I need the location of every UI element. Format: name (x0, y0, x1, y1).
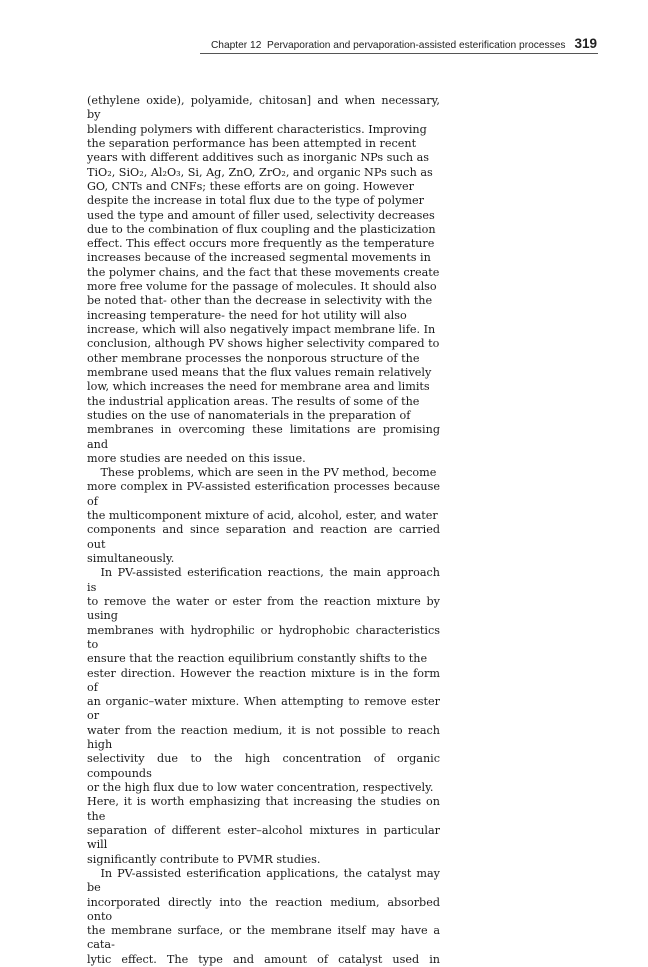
text-line: In PV-assisted esterification applications, the catalyst may be (87, 866, 440, 895)
text-line: lytic effect. The type and amount of catalyst used in (87, 952, 440, 966)
paragraph (87, 466, 440, 566)
text-line: increasing temperature- the need for hot utility will also (87, 308, 407, 322)
text-line: used the type and amount of filler used, selectivity decreases (87, 208, 435, 222)
text-line: ester direction. However the reaction mixture is in the form of (87, 666, 440, 694)
text-line: due to the combination of flux coupling and the plasticization (87, 222, 436, 236)
text-line: water from the reaction medium, it is not possible to reach high (87, 723, 440, 752)
text-line: simultaneously. (87, 552, 175, 565)
text-line: membranes in overcoming these limitations are promising and (87, 423, 440, 451)
text-line: studies on the use of nanomaterials in the preparation of (87, 408, 411, 422)
text-line: separation of different ester–alcohol mixtures in particular will (87, 823, 440, 852)
text-line: or the high flux due to low water concentration, respectively. (87, 781, 434, 794)
chapter-heading-text: Pervaporation and pervaporation-assisted esterification processes (267, 40, 566, 51)
text-line: the separation performance has been attempted in recent (87, 136, 417, 150)
text-line: membrane used means that the flux values remain relatively (87, 365, 432, 379)
paragraph (87, 94, 440, 466)
text-line: an organic–water mixture. When attempting to remove ester or (87, 695, 440, 723)
text-line: the polymer chains, and the fact that these movements create (87, 265, 440, 279)
text-line: GO, CNTs and CNFs; these efforts are on going. However (87, 179, 414, 193)
paragraph (87, 566, 440, 867)
text-line: TiO₂, SiO₂, Al₂O₃, Si, Ag, ZnO, ZrO₂, and organic NPs such as (87, 165, 433, 179)
text-line: low, which increases the need for membrane area and limits (87, 380, 430, 394)
text-line: to remove the water or ester from the reaction mixture by using (87, 594, 440, 623)
text-line: ensure that the reaction equilibrium constantly shifts to the (87, 652, 428, 666)
header-rule (200, 53, 598, 54)
text-line: more free volume for the passage of molecules. It should also (87, 280, 437, 294)
text-line: selectivity due to the high concentration of organic compounds (87, 752, 440, 780)
chapter-label: Chapter 12 (210, 40, 262, 51)
text-line: increases because of the increased segmental movements in (87, 251, 431, 265)
text-line: (ethylene oxide), polyamide, chitosan] and when necessary, by (87, 94, 440, 122)
text-line: In PV-assisted esterification reactions, the main approach is (87, 566, 440, 594)
chapter-title (211, 40, 566, 51)
text-line: blending polymers with different characteristics. Improving (87, 122, 427, 136)
text-line: Here, it is worth emphasizing that increasing the studies on the (87, 795, 440, 823)
text-line: be noted that- other than the decrease in selectivity with the (87, 294, 433, 308)
running-header (200, 36, 597, 52)
text-line: conclusion, although PV shows higher selectivity compared to (87, 337, 440, 351)
text-line: the multicomponent mixture of acid, alcohol, ester, and water (87, 509, 438, 523)
text-line: despite the increase in total flux due to the type of polymer (87, 194, 424, 208)
text-line: more studies are needed on this issue. (87, 451, 306, 465)
text-line: significantly contribute to PVMR studies. (87, 852, 321, 866)
text-line: These problems, which are seen in the PV method, become (100, 466, 437, 480)
text-line: more complex in PV-assisted esterification processes because of (87, 480, 440, 508)
text-line: the membrane surface, or the membrane itself may have a cata- (87, 924, 440, 952)
text-line: effect. This effect occurs more frequently as the temperature (87, 237, 435, 251)
text-line: years with different additives such as inorganic NPs such as (87, 151, 430, 165)
text-line: incorporated directly into the reaction medium, absorbed onto (87, 895, 440, 923)
text-line: other membrane processes the nonporous structure of the (87, 351, 420, 365)
body-text (87, 94, 440, 967)
text-line: increase, which will also negatively impact membrane life. In (87, 323, 436, 336)
text-line: membranes with hydrophilic or hydrophobic characteristics to (87, 623, 440, 651)
text-line: components and since separation and reaction are carried out (87, 523, 440, 551)
page-number: 319 (574, 36, 597, 51)
text-line: the industrial application areas. The results of some of the (87, 394, 420, 408)
paragraph (87, 867, 440, 967)
